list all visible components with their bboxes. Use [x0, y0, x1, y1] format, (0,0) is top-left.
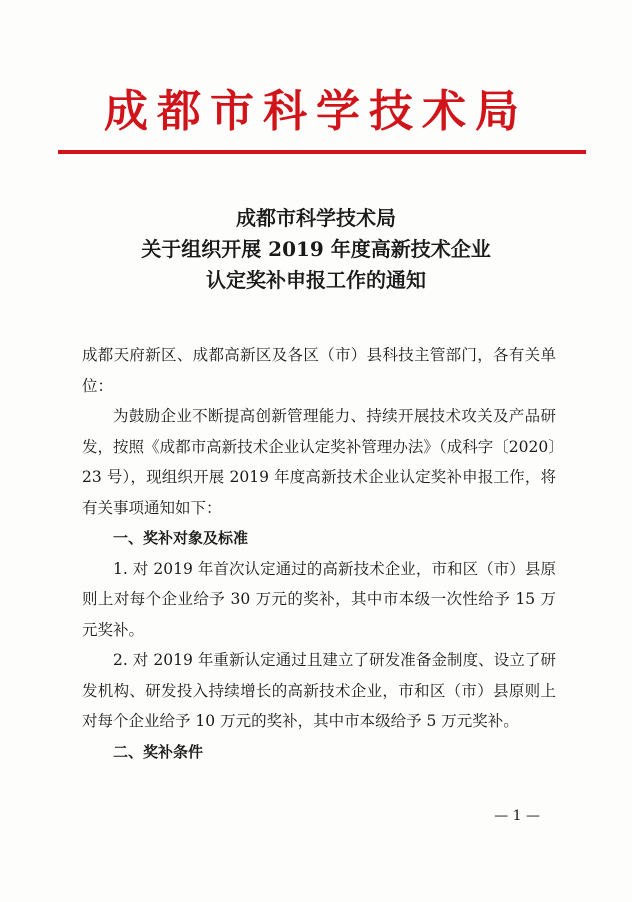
- section-1-heading: 一、奖补对象及标准: [113, 529, 249, 547]
- document-title: [0, 203, 632, 296]
- item-1-paragraph: 1. 对 2019 年首次认定通过的高新技术企业，市和区（市）县原则上对每个企业给予 30 万元的奖补，其中市本级一次性给予 15 万元奖补。: [82, 559, 556, 639]
- title-line-2: 关于组织开展 2019 年度高新技术企业: [141, 237, 491, 261]
- title-line-1: 成都市科学技术局: [236, 206, 396, 230]
- letterhead-org-name: 成都市科学技术局: [104, 86, 528, 137]
- addressee-paragraph: 成都天府新区、成都高新区及各区（市）县科技主管部门，各有关单位：: [82, 346, 556, 395]
- intro-paragraph: 为鼓励企业不断提高创新管理能力、持续开展技术攻关及产品研发，按照《成都市高新技术企业认定奖补管理办法》（成科字〔2020〕23 号），现组织开展 2019 年度高新技术企业认定奖补申报工作，将有关事项通知如下：: [82, 407, 556, 517]
- page-number: — 1 —: [494, 808, 540, 824]
- section-2-heading: 二、奖补条件: [113, 742, 204, 761]
- title-line-3: 认定奖补申报工作的通知: [206, 268, 426, 292]
- item-2-paragraph: 2. 对 2019 年重新认定通过且建立了研发准备金制度、设立了研发机构、研发投入持续增长的高新技术企业，市和区（市）县原则上对每个企业给予 10 万元的奖补，其中市本级给予 5 万元奖补。: [82, 651, 556, 730]
- letterhead-red-rule: [58, 150, 586, 154]
- document-body: [82, 340, 556, 767]
